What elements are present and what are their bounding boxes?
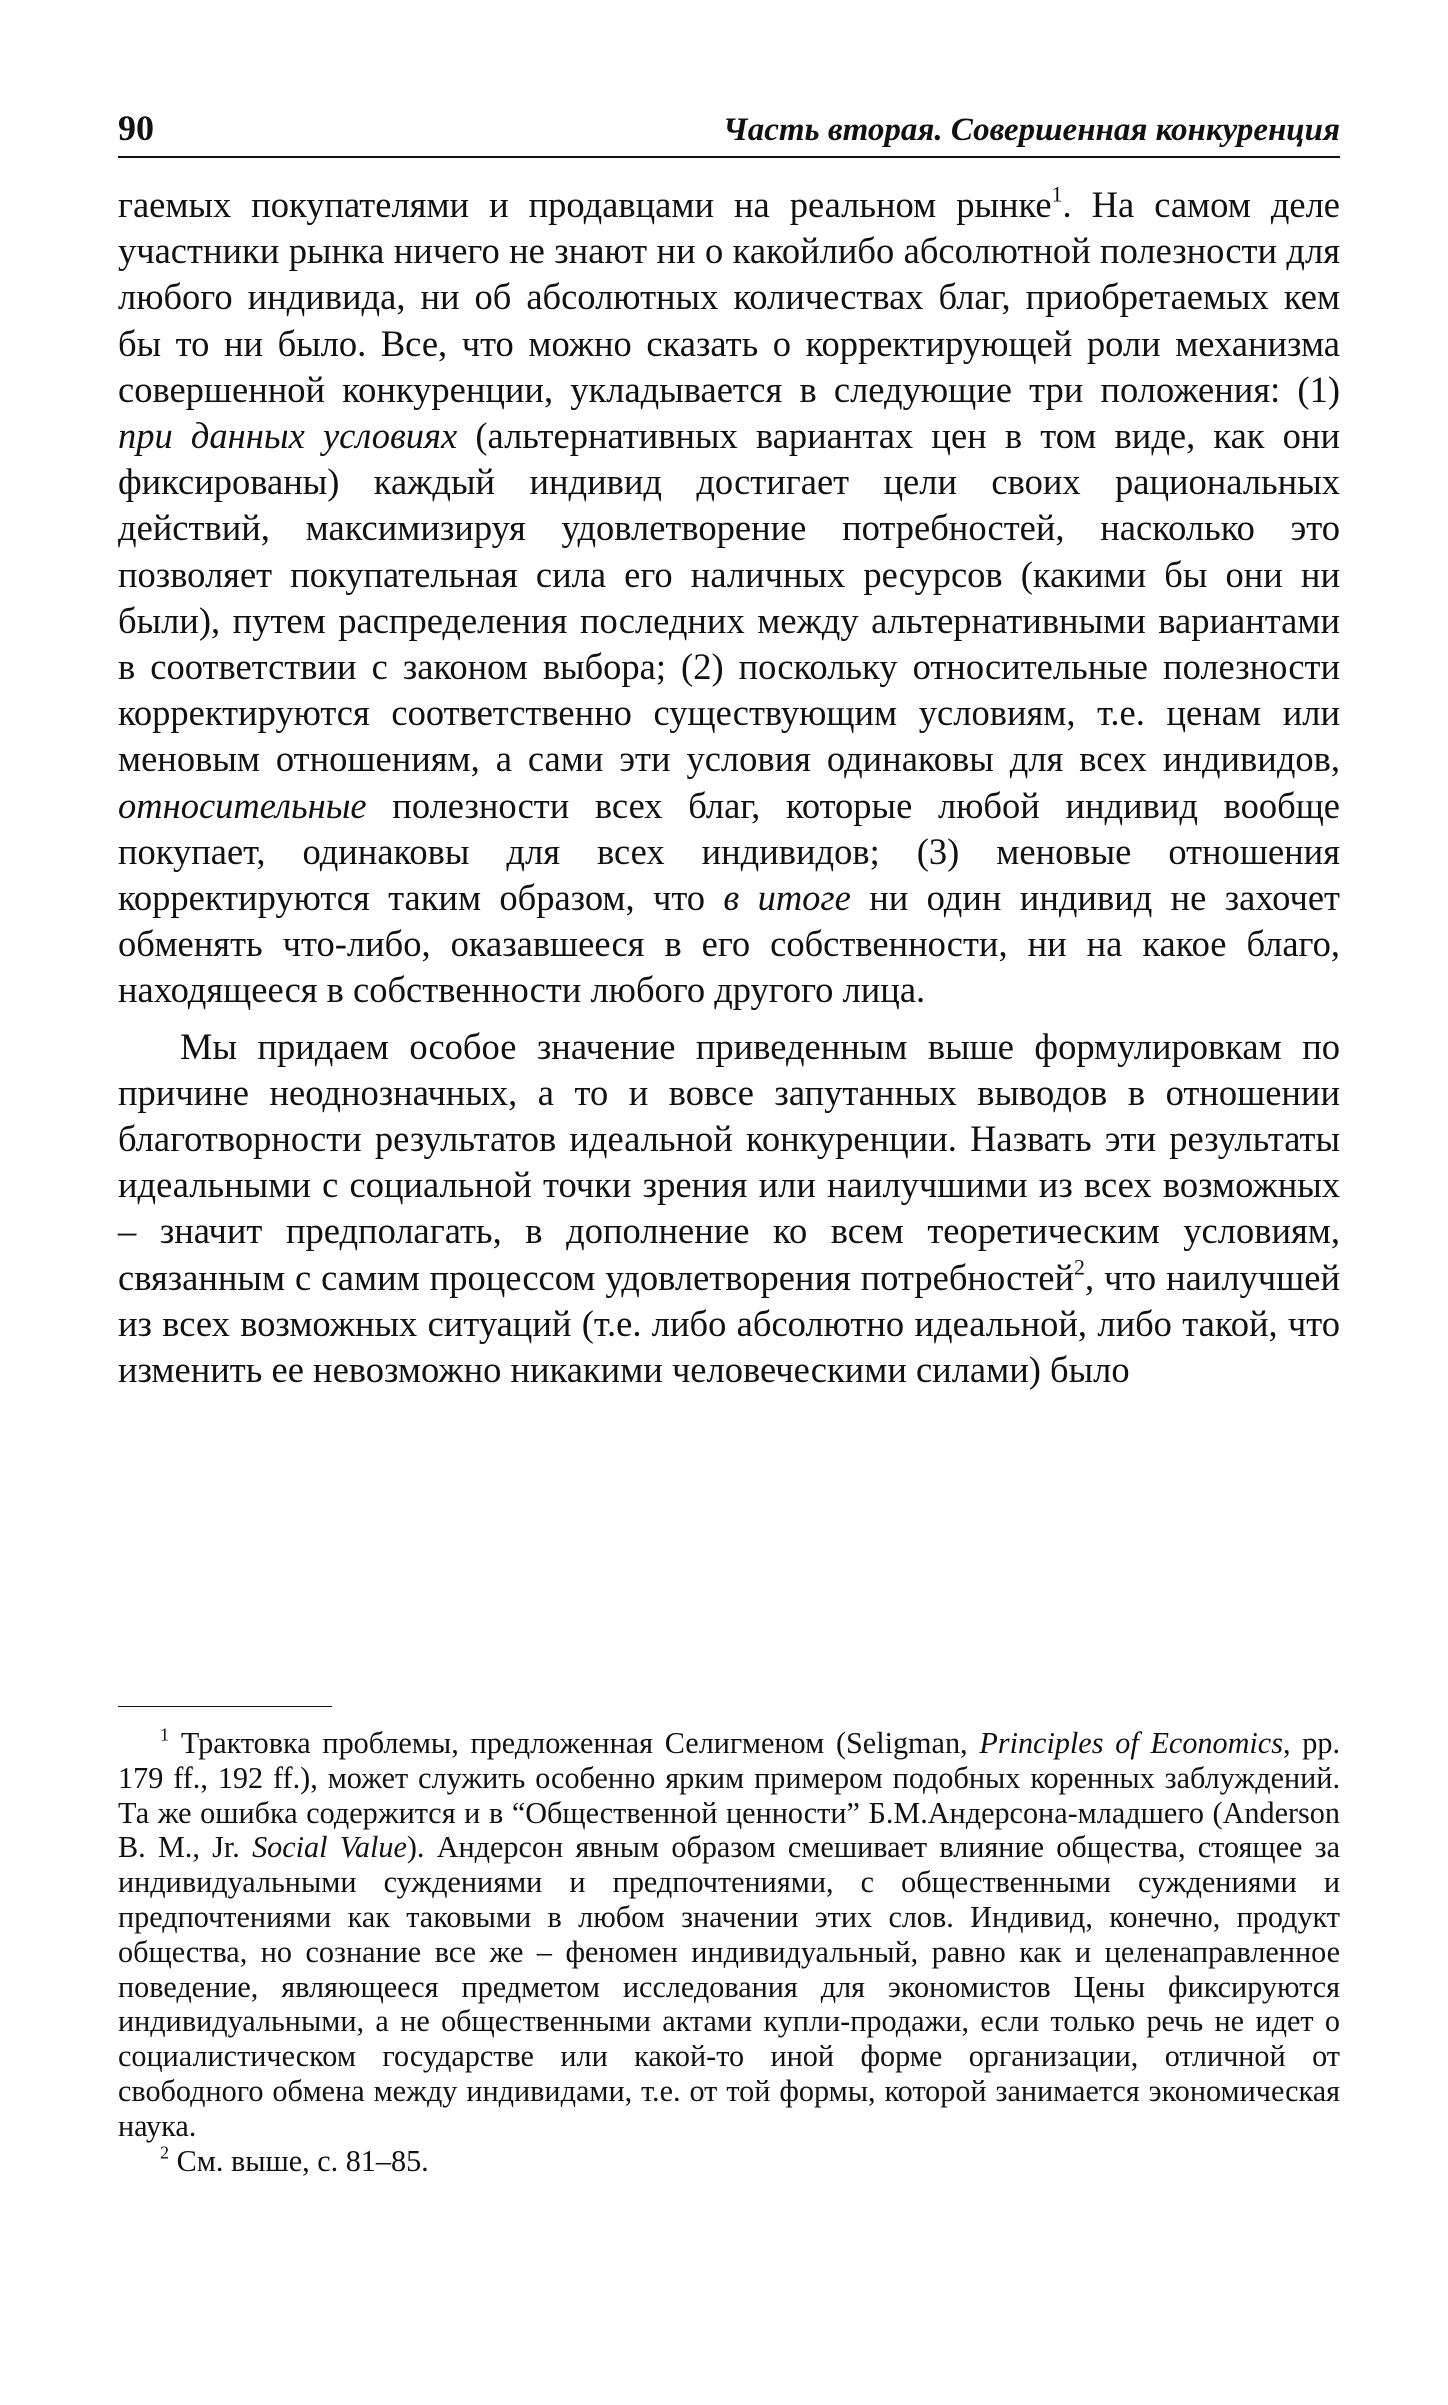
text-run: , pp. 179 ff., 192 ff.), может служить особенно ярким примером подобных коренных заблуждений. Та же ошибка содержится и в “Общественной ценности” Б.М.Андерсона-младшего (Anderson B. M., Jr. bbox=[118, 1726, 1341, 1865]
italic-run: Social Value bbox=[252, 1830, 407, 1865]
footnote-ref-2: 2 bbox=[1074, 1254, 1085, 1280]
section-title: Часть вторая. Совершенная конкуренция bbox=[723, 112, 1340, 148]
text-run: ). Андерсон явным образом смешивает влияние общества, стоящее за индивидуальными суждениями и предпочтениями, с общественными суждениями и предпочтениями как таковыми в любом значении этих слов. Индивид, конечно, продукт общества, но сознание все же – феномен индивидуальный, равно как и целенаправленное поведение, являющееся предметом исследования для экономистов Цены фиксируются индивидуальными, а не общественными актами купли-продажи, если только речь не идет о социалистическом государстве или какой-то иной форме организации, отличной от свободного обмена между индивидами, т.е. от той формы, которой занимается экономическая наука. bbox=[118, 1830, 1340, 2143]
page-number: 90 bbox=[118, 108, 154, 148]
italic-run: в итоге bbox=[723, 877, 851, 919]
running-head bbox=[118, 104, 1340, 158]
text-run: , что наилучшей из всех возможных ситуаций (т.е. либо абсолютно идеальной, либо такой, что изменить ее невозможно никакими человеческими силами) было bbox=[118, 1256, 1340, 1391]
footnote-number: 2 bbox=[160, 2141, 170, 2162]
text-run: полезности всех благ, которые любой индивид вообще покупает, одинаковы для всех индивидов; (3) меновые отношения корректируются таким образом, что bbox=[118, 784, 1340, 919]
text-run: Мы придаем особое значение приведенным выше формулировкам по причине неоднозначных, а то и вовсе запутанных выводов в отношении благотворности результатов идеальной конкуренции. Назвать эти результаты идеальными с социальной точки зрения или наилучшими из всех возможных – значит предполагать, в дополнение ко всем теоретическим условиям, связанным с самим процессом удовлетворения потребностей bbox=[118, 1025, 1340, 1298]
italic-run: при данных условиях bbox=[118, 415, 458, 457]
text-run: Трактовка проблемы, предложенная Селигменом (Seligman, bbox=[169, 1726, 980, 1760]
text-run: гаемых покупателями и продавцами на реальном рынке bbox=[118, 184, 1052, 225]
footnote-ref-1: 1 bbox=[1051, 181, 1063, 207]
text-run: ни один индивид не захочет обменять что-либо, оказавшееся в его собственности, ни на какое благо, находящееся в собственности любого другого лица. bbox=[118, 877, 1340, 1011]
footnotes bbox=[118, 1726, 1340, 2178]
italic-run: относительные bbox=[118, 784, 367, 826]
footnote-divider bbox=[118, 1706, 332, 1707]
italic-run: Principles of Economics bbox=[979, 1726, 1283, 1760]
paragraph-1 bbox=[118, 182, 1340, 1014]
text-run: См. выше, с. 81–85. bbox=[169, 2143, 429, 2178]
main-text bbox=[118, 182, 1340, 1393]
text-run: (альтернативных вариантах цен в том виде, как они фиксированы) каждый индивид достигает цели своих рациональных действий, максимизируя удовлетворение потребностей, насколько это позволяет покупательная сила его наличных ресурсов (какими бы они ни были), путем распределения последних между альтернативными вариантами в соответствии с законом выбора; (2) поскольку относительные полезности корректируются соответственно существующим условиям, т.е. ценам или меновым отношениям, а сами эти условия одинаковы для всех индивидов, bbox=[118, 415, 1340, 780]
footnote-number: 1 bbox=[160, 1724, 170, 1745]
paragraph-2 bbox=[118, 1024, 1340, 1394]
footnote-1 bbox=[118, 1726, 1340, 2144]
text-run: . На самом деле участники рынка ничего не знают ни о какойлибо абсолютной полезности для любого индивида, ни об абсолютных количествах благ, приобретаемых кем бы то ни было. Все, что можно сказать о корректирующей роли механизма совершенной конкуренции, укладывается в следующие три положения: (1) bbox=[118, 184, 1340, 410]
footnote-2 bbox=[118, 2141, 1340, 2179]
